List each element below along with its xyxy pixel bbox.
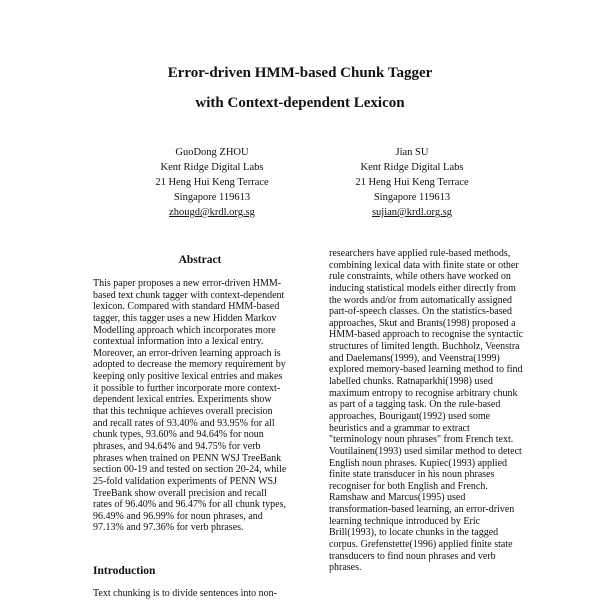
author-city: Singapore 119613 (373, 192, 451, 203)
body-line: "terminology noun phrases" from French text. (329, 434, 514, 446)
body-line: heuristics and a grammar to extract (329, 422, 470, 434)
body-line: approaches, Skut and Brants(1998) proposed a (329, 317, 516, 329)
abstract-body (93, 278, 311, 534)
body-line: finite state transducer in his noun phrases (329, 469, 495, 481)
abstract-heading: Abstract (178, 254, 222, 266)
abstract-line: 97.13% and 97.36% for verb phrases. (93, 522, 244, 534)
abstract-line: adopted to decrease the memory requirement by (93, 359, 286, 371)
abstract-line: it possible to further incorporate more context- (93, 382, 281, 394)
body-line: maximum entropy to recognise arbitrary chunk (329, 387, 518, 399)
abstract-line: and recall rates of 93.40% and 93.95% for all (93, 417, 275, 429)
body-line: English noun phrases. Kupiec(1993) applied (329, 457, 508, 469)
abstract-line: Modelling approach which incorporates more (93, 324, 276, 336)
body-line: researchers have applied rule-based methods, (329, 248, 511, 259)
author-block-1 (102, 145, 322, 220)
abstract-line: based text chunk tagger with context-dependent (93, 289, 285, 301)
abstract-line: contextual information into a lexical entry. (93, 336, 264, 348)
author-affiliation: Kent Ridge Digital Labs (360, 162, 464, 173)
body-line: structures of limited length. Buchholz, Veenstra (329, 341, 520, 353)
abstract-line: dependent lexical entries. Experiments show (93, 394, 272, 406)
abstract-line: Moreover, an error-driven learning approach is (93, 347, 281, 359)
paper-title-line-2: with Context-dependent Lexicon (195, 95, 405, 111)
body-line: labelled chunks. Ratnaparkhi(1998) used (329, 376, 493, 388)
author-name: Jian SU (395, 147, 429, 158)
author-city: Singapore 119613 (173, 192, 251, 203)
body-line: as part of a tagging task. On the rule-based (329, 399, 501, 411)
body-line: the words and/or from automatically assigned (329, 294, 513, 306)
abstract-line: phrases when trained on PENN WSJ TreeBank (93, 452, 282, 464)
body-line: phrases. (329, 562, 362, 574)
body-line: corpus. Grefenstette(1996) applied finite state (329, 539, 513, 551)
body-line: transformation-based learning, an error-driven (329, 504, 515, 516)
author-address: 21 Heng Hui Keng Terrace (155, 177, 269, 188)
body-line: Brill(1993), to locate chunks in the tagged (329, 527, 499, 539)
body-line: learning technique introduced by Eric (329, 515, 481, 527)
abstract-line: 25-fold validation experiments of PENN WSJ (93, 475, 277, 487)
abstract-line: keeping only positive lexical entries and makes (93, 371, 283, 383)
body-line: inducing statistical models either directly from (329, 282, 516, 294)
introduction-first-line: Text chunking is to divide sentences into non- (93, 588, 277, 599)
abstract-line: that this technique achieves overall precision (93, 406, 273, 418)
abstract-line: rates of 96.40% and 96.47% for all chunk types, (93, 499, 287, 511)
abstract-line: lexicon. Compared with standard HMM-based (93, 301, 280, 313)
abstract-line: section 00-19 and tested on section 20-24, while (93, 464, 287, 476)
body-line: part-of-speech classes. On the statistics-based (329, 306, 512, 318)
abstract-line: tagger, this tagger uses a new Hidden Markov (93, 312, 277, 324)
body-line: recogniser for both English and French. (329, 480, 488, 492)
body-line: combining lexical data with finite state or other (329, 259, 519, 271)
body-line: transducers to find noun phrases and verb (329, 550, 496, 562)
author-email[interactable]: sujian@krdl.org.sg (371, 207, 453, 218)
author-block-2 (302, 145, 522, 220)
right-column-body (329, 248, 547, 574)
author-name: GuoDong ZHOU (175, 147, 249, 158)
body-line: explored memory-based learning method to find (329, 364, 523, 376)
abstract-line: chunk types, 93.60% and 94.64% for noun (93, 429, 264, 441)
abstract-line: 96.49% and 96.99% for noun phrases, and (93, 510, 263, 522)
body-line: Voutilainen(1993) used similar method to detect (329, 445, 522, 457)
author-email[interactable]: zhougd@krdl.org.sg (169, 207, 255, 218)
abstract-line: phrases, and 94.64% and 94.75% for verb (93, 440, 261, 452)
paper-title-line-1: Error-driven HMM-based Chunk Tagger (167, 65, 433, 81)
author-address: 21 Heng Hui Keng Terrace (355, 177, 469, 188)
body-line: approaches, Bourigaut(1992) used some (329, 410, 491, 422)
abstract-line: This paper proposes a new error-driven HMM- (93, 278, 282, 289)
abstract-line: TreeBank show overall precision and recall (93, 487, 267, 499)
body-line: Ramshaw and Marcus(1995) used (329, 492, 466, 504)
body-line: and Daelemans(1999), and Veenstra(1999) (329, 352, 500, 364)
body-line: HMM-based approach to recognise the syntactic (329, 329, 524, 341)
body-line: rule constraints, while others have worked on (329, 271, 511, 283)
introduction-heading: Introduction (93, 565, 156, 577)
author-affiliation: Kent Ridge Digital Labs (160, 162, 264, 173)
